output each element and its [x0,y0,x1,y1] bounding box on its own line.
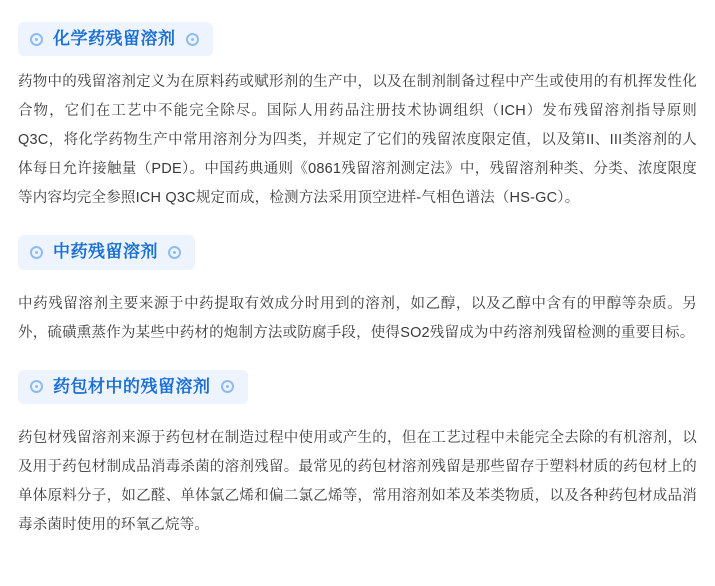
decorative-circle-icon [30,246,43,259]
section-title: 药包材中的残留溶剂 [53,376,211,396]
section-packaging-residual-solvents [18,358,697,540]
decorative-circle-icon [168,246,181,259]
section-title: 化学药残留溶剂 [53,29,176,48]
section-body: 药物中的残留溶剂定义为在原料药或赋形剂的生产中，以及在制剂制备过程中产生或使用的有机挥发性化合物，它们在工艺中不能完全除尽。国际人用药品注册技术协调组织（ICH）发布残留溶剂指导原则Q3C，将化学药物生产中常用溶剂分为四类，并规定了它们的残留浓度限定值，以及第II、III类溶剂的人体每日允许接触量（PDE）。中国药典通则《0861残留溶剂测定法》中，残留溶剂种类、分类、浓度限度等内容均完全参照ICH Q3C规定而成，检测方法采用顶空进样-气相色谱法（HS-GC）。 [18,74,697,207]
decorative-circle-icon [221,380,234,393]
section-chemical-residual-solvents [18,10,697,213]
section-body: 药包材残留溶剂来源于药包材在制造过程中使用或产生的，但在工艺过程中未能完全去除的有机溶剂，以及用于药包材制成品消毒杀菌的溶剂残留。最常见的药包材溶剂残留是那些留存于塑料材质的药包材上的单体原料分子，如乙醛、单体氯乙烯和偏二氯乙烯等，常用溶剂如苯及苯类物质，以及各种药包材成品消毒杀菌时使用的环氧乙烷等。 [18,430,697,534]
decorative-circle-icon [30,380,43,393]
decorative-circle-icon [186,33,199,46]
section-body: 中药残留溶剂主要来源于中药提取有效成分时用到的溶剂，如乙醇，以及乙醇中含有的甲醇等杂质。另外，硫磺熏蒸作为某些中药材的炮制方法或防腐手段，使得SO2残留成为中药溶剂残留检测的重要目标。 [18,295,697,341]
section-title: 中药残留溶剂 [53,242,158,262]
decorative-circle-icon [30,33,43,46]
section-heading [18,370,248,404]
section-heading [18,22,213,56]
section-tcm-residual-solvents [18,223,697,347]
section-heading [18,235,195,269]
